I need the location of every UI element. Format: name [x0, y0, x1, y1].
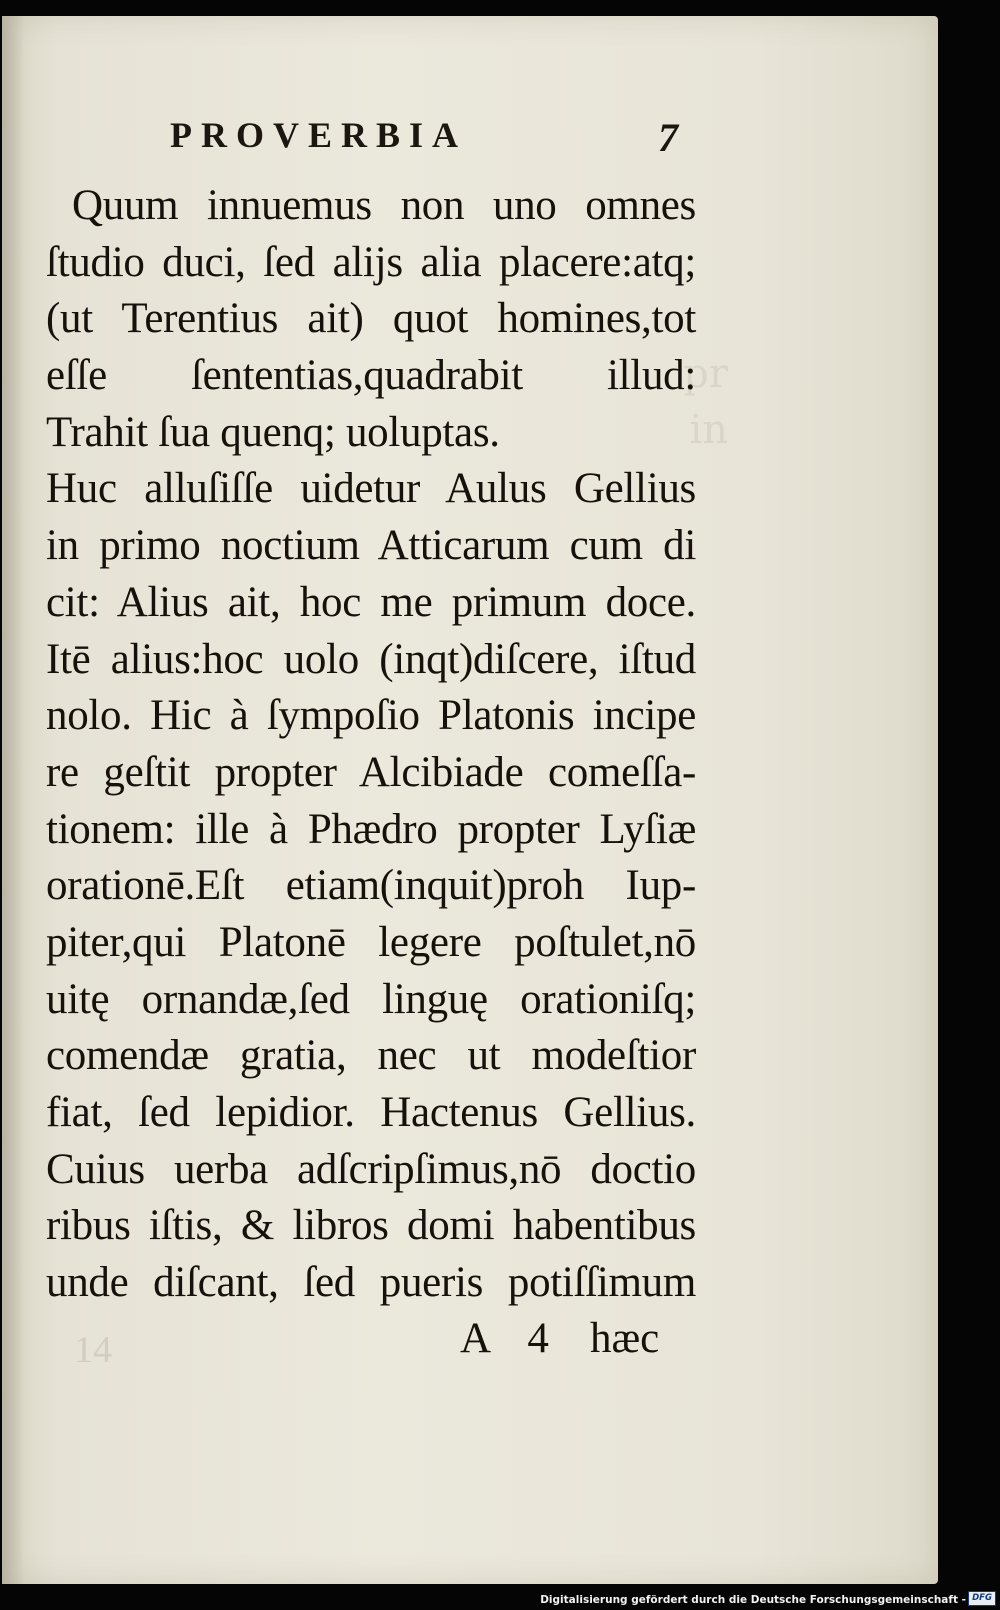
text-line: fiat, ſed lepidior. Hactenus Gellius.	[46, 1089, 696, 1136]
page-gutter-shadow	[2, 16, 24, 1584]
text-line: Huc alluſiſſe uidetur Aulus Gellius	[46, 465, 696, 513]
text-line: unde diſcant, ſed pueris potiſſimum	[46, 1259, 696, 1307]
text-line: Quum innuemus non uno omnes	[72, 182, 696, 229]
text-line: piter,qui Platonē legere poſtulet,nō	[46, 918, 696, 966]
main-text	[46, 178, 696, 1312]
book-page	[2, 16, 938, 1584]
running-head: PROVERBIA	[170, 115, 468, 155]
credit-bar	[0, 1584, 1000, 1610]
text-line: Itē alius:hoc uolo (inqt)diſcere, iſtud	[46, 635, 696, 683]
text-line: tionem: ille à Phædro propter Lyſiæ	[46, 805, 696, 853]
text-line: Trahit ſua quenq; uoluptas.	[46, 408, 500, 456]
catchword: hæc	[590, 1315, 660, 1362]
text-line: (ut Terentius ait) quot homines,tot	[46, 295, 696, 343]
show-through-text: pr in	[683, 351, 728, 453]
signature-mark: A 4	[460, 1315, 563, 1362]
text-line: nolo. Hic à ſympoſio Platonis incipe	[46, 692, 696, 740]
page-header	[2, 114, 938, 170]
faded-page-number: 14	[74, 1329, 112, 1371]
text-line: eſſe ſententias,quadrabit illud:	[46, 352, 696, 400]
dfg-logo-icon: DFG	[968, 1591, 996, 1606]
text-line: cit: Alius ait, hoc me primum doce.	[46, 578, 696, 626]
text-line: Cuius uerba adſcripſimus,nō doctio	[46, 1145, 696, 1193]
text-line: re geſtit propter Alcibiade comeſſa-	[46, 748, 696, 796]
digitization-credit: Digitalisierung gefördert durch die Deutsche Forschungsgemeinschaft -	[540, 1594, 966, 1606]
page-number: 7	[658, 115, 678, 160]
text-line: comendæ gratia, nec ut modeſtior	[46, 1032, 696, 1080]
text-line: in primo noctium Atticarum cum di	[46, 522, 696, 570]
text-line: uitę ornandæ,ſed linguę orationiſq;	[46, 975, 696, 1023]
text-line: orationē.Eſt etiam(inquit)proh Iup-	[46, 862, 696, 910]
text-line: ribus iſtis, & libros domi habentibus	[46, 1202, 696, 1250]
text-line: ſtudio duci, ſed aliјs alia placere:atq;	[46, 238, 696, 286]
